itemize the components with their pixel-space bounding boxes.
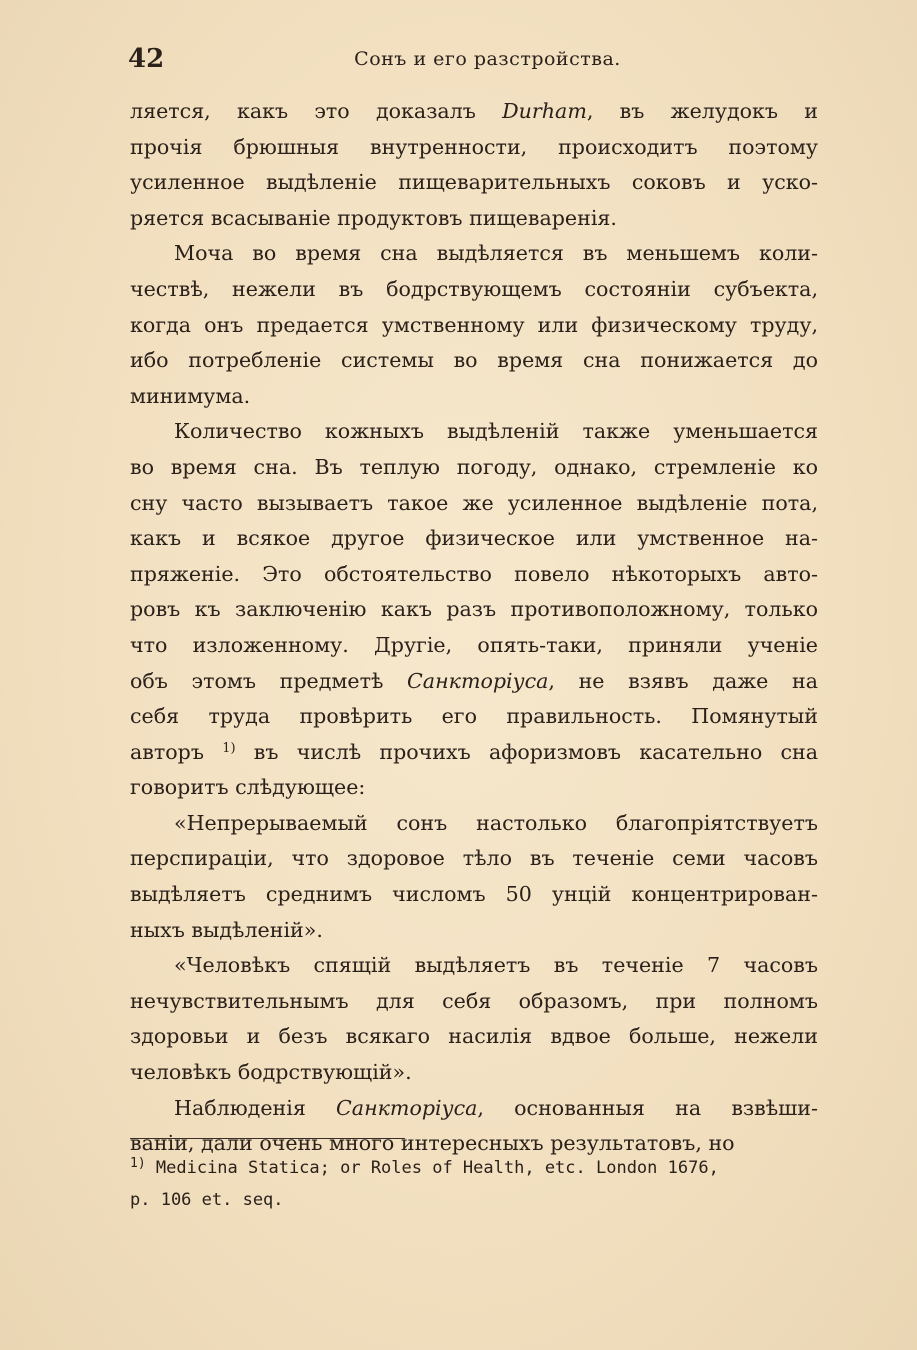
- text-run: въ числѣ прочихъ афоризмовъ касательно сна: [235, 739, 818, 764]
- text-line: [130, 201, 818, 237]
- text-line: [130, 236, 818, 272]
- text-line: [130, 557, 818, 593]
- text-line: [130, 984, 818, 1020]
- footnote-marker: 1): [130, 1156, 146, 1171]
- text-run: Наблюденія: [174, 1095, 337, 1120]
- footnote-reference: 1): [222, 740, 236, 756]
- text-run: здоровьи и безъ всякаго насилія вдвое больше, нежели: [130, 1024, 818, 1049]
- text-line: [130, 770, 818, 806]
- text-run: ляется, какъ это доказалъ: [130, 99, 503, 123]
- text-line: [130, 1091, 818, 1127]
- text-run: , основанныя на взвѣши-: [477, 1095, 818, 1120]
- text-line: [130, 806, 818, 842]
- text-run: говоритъ слѣдующее:: [130, 775, 366, 800]
- text-run: минимума.: [130, 383, 251, 408]
- text-run: Моча во время сна выдѣляется въ меньшемъ коли-: [174, 241, 818, 266]
- footnote-text-1: Medicina Statica; or Roles of Health, etc. London 1676,: [145, 1158, 719, 1178]
- text-run: объ этомъ предметѣ: [130, 668, 408, 693]
- text-line: [130, 94, 818, 130]
- text-run: нечувствительнымъ для себя образомъ, при полномъ: [130, 988, 818, 1013]
- text-run: что изложенному. Другіе, опять-таки, приняли ученіе: [130, 632, 818, 657]
- text-line: [130, 664, 818, 700]
- text-line: [130, 414, 818, 450]
- paragraph: [130, 94, 818, 236]
- text-line: [130, 343, 818, 379]
- text-line: [130, 913, 818, 949]
- text-run: выдѣляетъ среднимъ числомъ 50 унцій концентрирован-: [130, 882, 818, 907]
- text-run: себя труда провѣрить его правильность. Помянутый: [130, 704, 818, 729]
- text-run: перспираціи, что здоровое тѣло въ теченіе семи часовъ: [130, 846, 818, 871]
- footnote-rule: [130, 1138, 405, 1139]
- text-run: сну часто вызываетъ такое же усиленное выдѣленіе пота,: [130, 490, 818, 515]
- text-line: [130, 1019, 818, 1055]
- text-run: ибо потребленіе системы во время сна понижается до: [130, 348, 818, 373]
- text-run: когда онъ предается умственному или физическому труду,: [130, 312, 818, 337]
- text-line: [130, 272, 818, 308]
- text-line: [130, 308, 818, 344]
- footnote: [130, 1152, 818, 1216]
- footnote-line-1: [130, 1152, 818, 1184]
- text-run: , въ желудокъ и: [586, 99, 818, 123]
- text-run: какъ и всякое другое физическое или умственное на-: [130, 526, 818, 551]
- text-run: усиленное выдѣленіе пищеварительныхъ соковъ и уско-: [130, 170, 818, 195]
- italic-name: Durham: [502, 99, 587, 123]
- text-line: [130, 379, 818, 415]
- text-run: , не взявъ даже на: [548, 668, 818, 693]
- text-run: прочія брюшныя внутренности, происходитъ поэтому: [130, 134, 818, 159]
- italic-name: Санкторіуса: [407, 668, 549, 693]
- text-line: [130, 628, 818, 664]
- text-run: человѣкъ бодрствующій».: [130, 1060, 412, 1085]
- text-run: во время сна. Въ теплую погоду, однако, стремленіе ко: [130, 454, 818, 479]
- text-line: [130, 735, 818, 771]
- paragraph: [130, 806, 818, 948]
- text-run: «Непрерываемый сонъ настолько благопріятствуетъ: [174, 810, 818, 835]
- text-line: [130, 130, 818, 166]
- text-run: ваніи, дали очень много интересныхъ результатовъ, но: [130, 1131, 735, 1156]
- text-line: [130, 592, 818, 628]
- page-number: 42: [128, 44, 165, 74]
- paragraph: [130, 948, 818, 1090]
- text-run: ныхъ выдѣленій».: [130, 917, 323, 942]
- text-line: [130, 699, 818, 735]
- text-run: Количество кожныхъ выдѣленій также уменьшается: [174, 419, 818, 444]
- text-line: [130, 841, 818, 877]
- text-line: [130, 165, 818, 201]
- text-line: [130, 450, 818, 486]
- text-line: [130, 1055, 818, 1091]
- text-line: [130, 521, 818, 557]
- page-header: [128, 38, 817, 78]
- paragraph: [130, 414, 818, 806]
- body-text: [130, 94, 818, 1162]
- running-title: Сонъ и его разстройства.: [354, 48, 621, 70]
- paragraph: [130, 236, 818, 414]
- text-run: ряется всасываніе продуктовъ пищеваренія.: [130, 205, 617, 230]
- text-run: чествѣ, нежели въ бодрствующемъ состояніи субъекта,: [130, 276, 818, 301]
- footnote-line-2: p. 106 et. seq.: [130, 1190, 284, 1210]
- text-run: авторъ: [130, 739, 223, 764]
- text-run: пряженіе. Это обстоятельство повело нѣкоторыхъ авто-: [130, 561, 818, 586]
- text-line: [130, 486, 818, 522]
- italic-name: Санкторіуса: [336, 1095, 478, 1120]
- text-run: «Человѣкъ спящій выдѣляетъ въ теченіе 7 часовъ: [174, 953, 818, 978]
- text-line: [130, 877, 818, 913]
- text-run: ровъ къ заключенію какъ разъ противоположному, только: [130, 597, 818, 622]
- text-line: [130, 948, 818, 984]
